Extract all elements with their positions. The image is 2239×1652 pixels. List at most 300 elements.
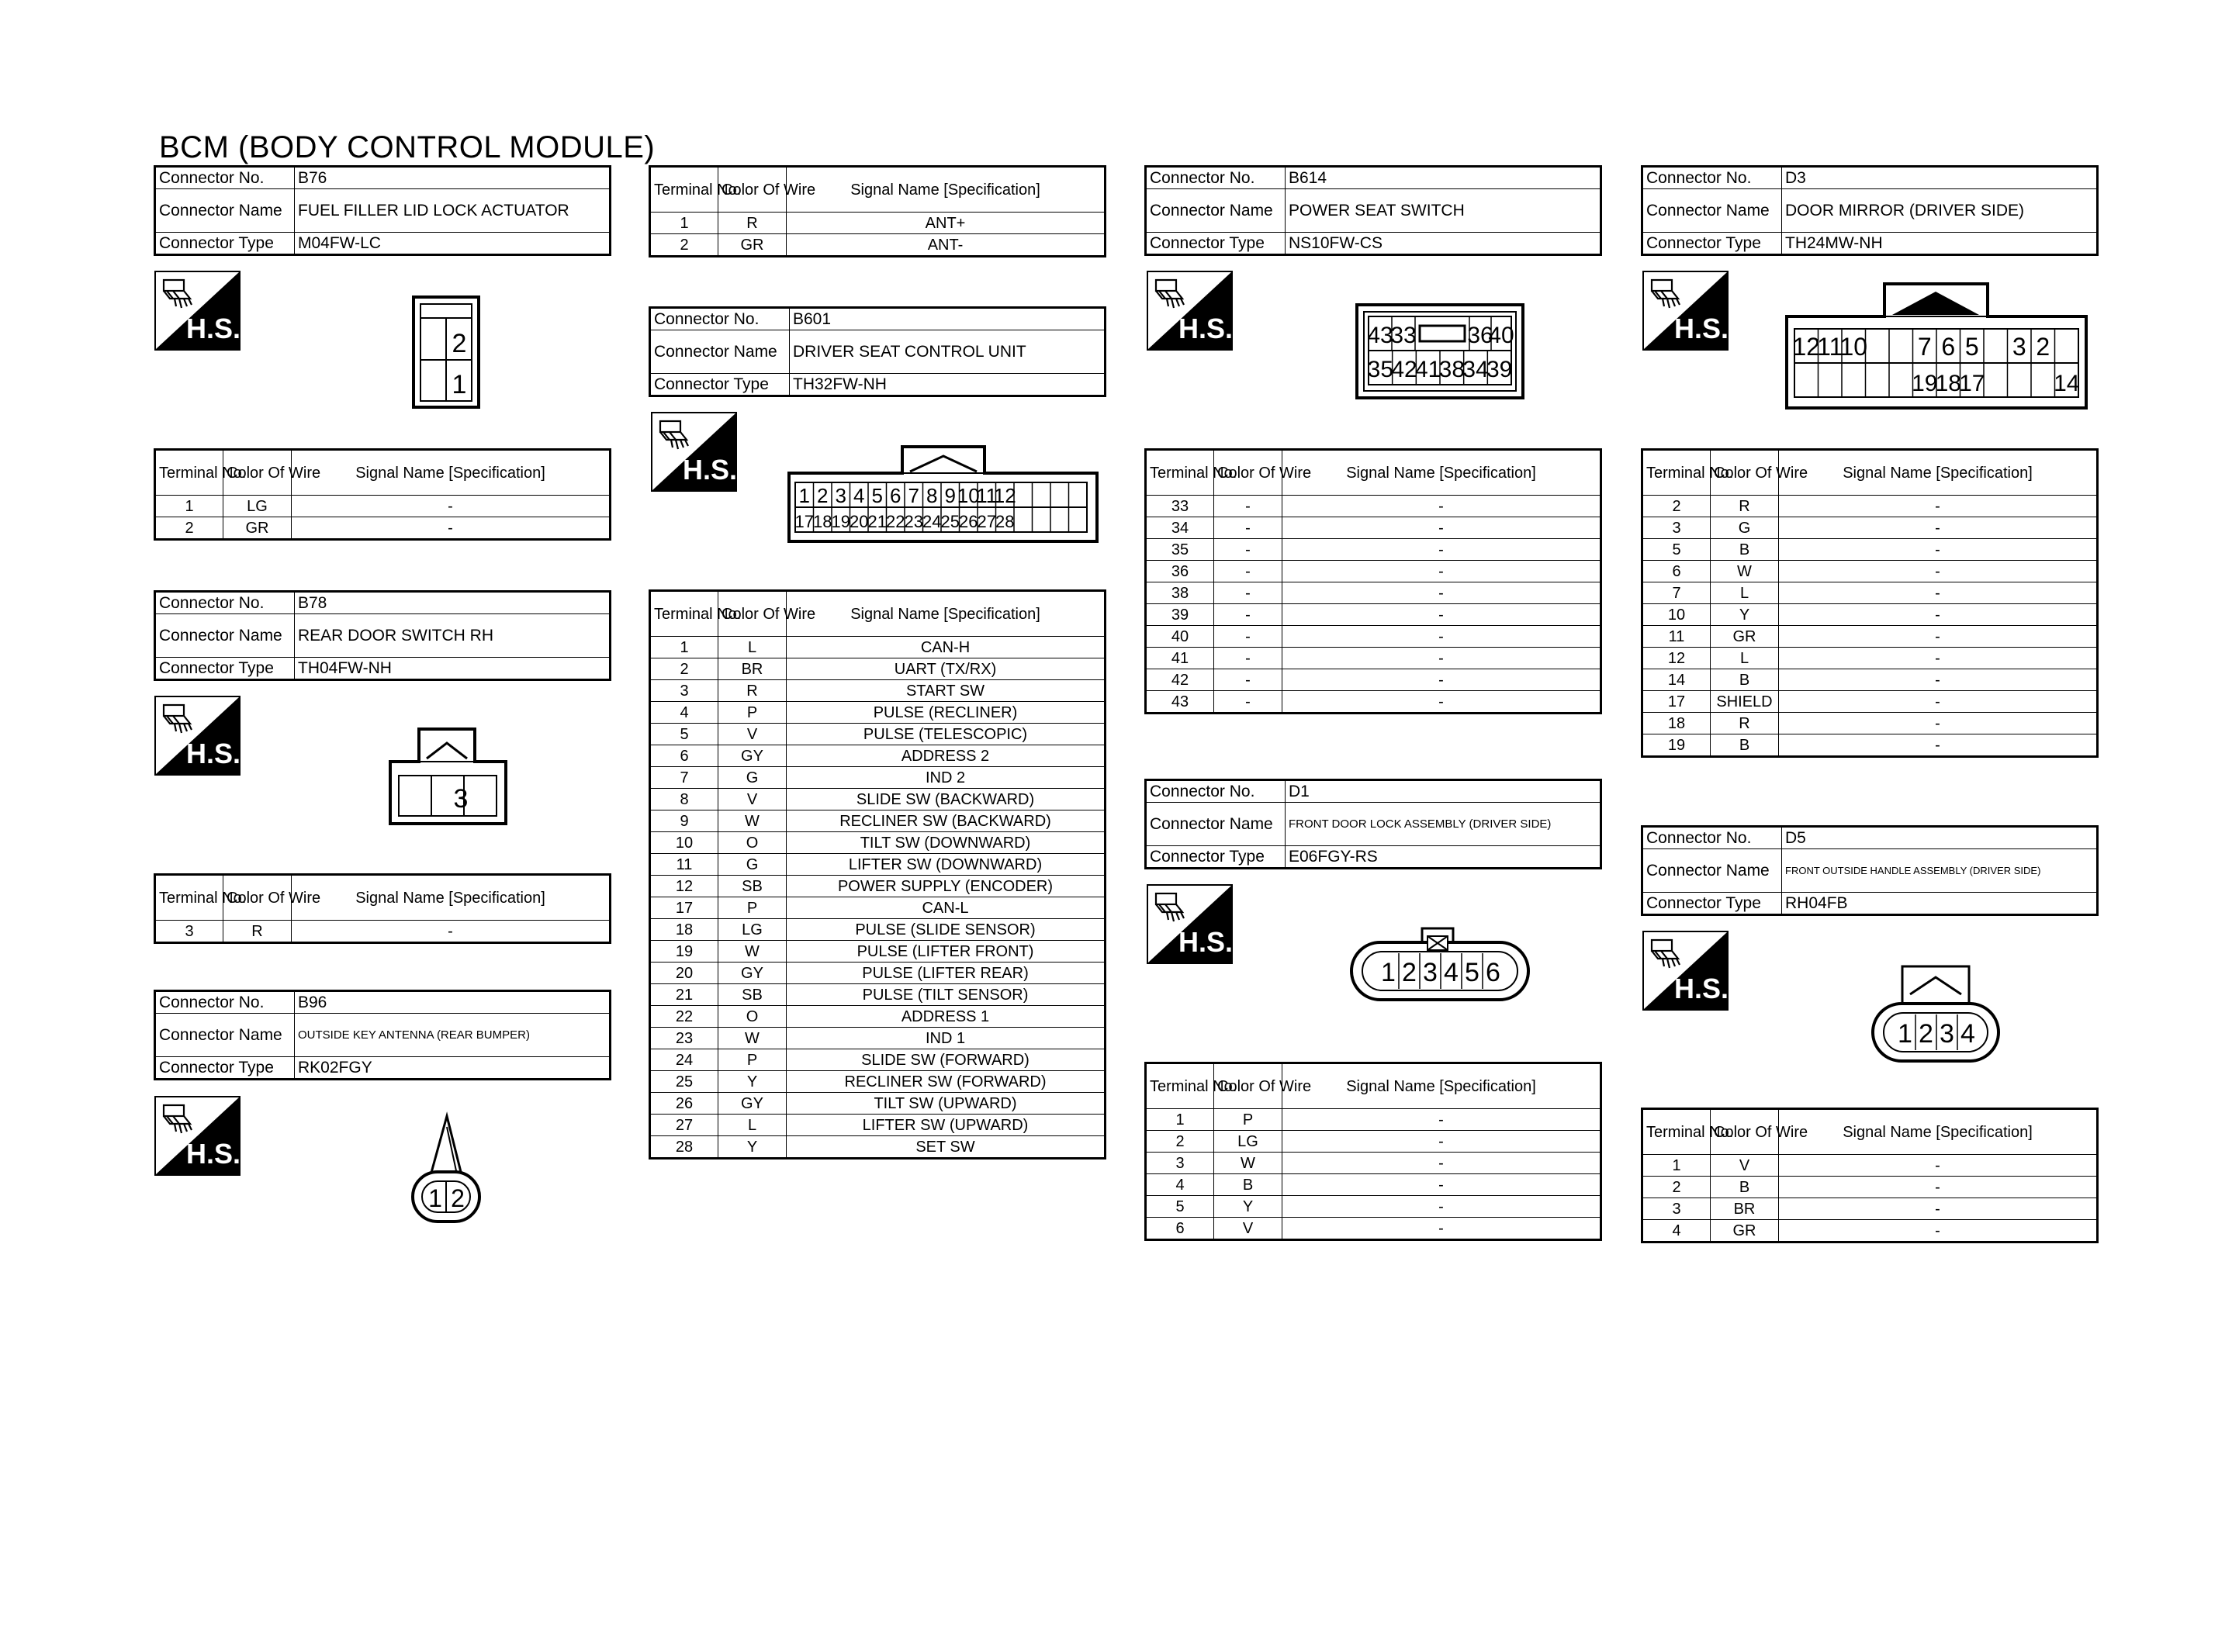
table-row — [650, 984, 1106, 1006]
hs-label: H.S. — [185, 1138, 241, 1170]
wire-color-cell: SB — [718, 876, 787, 897]
signal-name-cell: ANT- — [787, 234, 1106, 257]
wire-color-cell: GY — [718, 745, 787, 767]
pin-label: 6 — [1486, 958, 1500, 987]
table-row — [1642, 561, 2098, 582]
wire-color-cell: G — [718, 854, 787, 876]
wire-color-cell: W — [718, 1028, 787, 1049]
pin-label: 35 — [1367, 357, 1394, 382]
signal-name-cell: - — [1282, 626, 1601, 648]
signal-name-cell: PULSE (RECLINER) — [787, 702, 1106, 724]
terminal-no-header: Terminal No. — [1146, 450, 1214, 496]
connector-no-value: B96 — [295, 991, 611, 1014]
pin-label: 4 — [1960, 1019, 1975, 1049]
pin-label: 18 — [1935, 371, 1961, 396]
connector-type-label: Connector Type — [155, 1057, 295, 1080]
pin-label: 8 — [926, 484, 938, 507]
signal-name-cell: - — [1779, 691, 2098, 713]
terminal-no-cell: 17 — [650, 897, 718, 919]
connector-name-label: Connector Name — [155, 1014, 295, 1057]
pin-label: 2 — [451, 1184, 465, 1212]
connector-name-value: FUEL FILLER LID LOCK ACTUATOR — [295, 189, 611, 233]
terminal-table-B601 — [649, 589, 1106, 1160]
pin-label: 12 — [993, 484, 1016, 507]
terminal-table-D5 — [1641, 1108, 2099, 1243]
signal-name-cell: - — [1779, 604, 2098, 626]
table-row — [650, 702, 1106, 724]
signal-name-cell: SLIDE SW (FORWARD) — [787, 1049, 1106, 1071]
signal-name-header: Signal Name [Specification] — [292, 450, 611, 496]
wire-color-cell: R — [1711, 496, 1779, 517]
signal-name-cell: LIFTER SW (DOWNWARD) — [787, 854, 1106, 876]
pin-label: 26 — [959, 512, 978, 531]
connector-name-label: Connector Name — [1146, 189, 1286, 233]
color-of-wire-header: Color Of Wire — [1711, 1109, 1779, 1155]
table-row — [650, 897, 1106, 919]
connector-type-value: NS10FW-CS — [1286, 233, 1601, 255]
connector-type-label: Connector Type — [155, 658, 295, 680]
pin-label: 43 — [1367, 323, 1393, 348]
connector-name-value: FRONT DOOR LOCK ASSEMBLY (DRIVER SIDE) — [1286, 803, 1601, 846]
connector-name-value: FRONT OUTSIDE HANDLE ASSEMBLY (DRIVER SIDE) — [1782, 849, 2098, 893]
pin-label: 17 — [794, 512, 814, 531]
pin-label: 2 — [1919, 1019, 1933, 1049]
table-row — [650, 963, 1106, 984]
terminal-no-cell: 35 — [1146, 539, 1214, 561]
hs-icon — [154, 271, 241, 351]
table-row — [1642, 604, 2098, 626]
terminal-no-cell: 4 — [1146, 1174, 1214, 1196]
connector-face-B76 — [411, 295, 483, 415]
pin-label: 5 — [1465, 958, 1479, 987]
pin-label: 7 — [908, 484, 919, 507]
table-row — [650, 789, 1106, 810]
pin-label: 2 — [817, 484, 829, 507]
table-row — [650, 1006, 1106, 1028]
signal-name-header: Signal Name [Specification] — [1282, 450, 1601, 496]
wire-color-cell: - — [1214, 626, 1282, 648]
pin-label: 36 — [1467, 323, 1493, 348]
terminal-no-cell: 1 — [650, 213, 718, 234]
connector-name-label: Connector Name — [1642, 849, 1782, 893]
pin-label: 4 — [1444, 958, 1459, 987]
terminal-no-cell: 17 — [1642, 691, 1711, 713]
hs-label: H.S. — [1178, 313, 1234, 344]
connector-type-value: TH04FW-NH — [295, 658, 611, 680]
wire-color-cell: O — [718, 1006, 787, 1028]
signal-name-cell: - — [1779, 496, 2098, 517]
table-row — [650, 680, 1106, 702]
table-row — [1146, 517, 1601, 539]
signal-name-cell: - — [1282, 561, 1601, 582]
color-of-wire-header: Color Of Wire — [1214, 450, 1282, 496]
terminal-no-cell: 41 — [1146, 648, 1214, 669]
terminal-no-cell: 20 — [650, 963, 718, 984]
pin-label: 40 — [1488, 323, 1514, 348]
pin-label: 4 — [853, 484, 865, 507]
pin-label: 3 — [1940, 1019, 1954, 1049]
connector-no-value: D3 — [1782, 167, 2098, 189]
terminal-no-cell: 2 — [1642, 1177, 1711, 1198]
hs-label: H.S. — [185, 738, 241, 769]
signal-name-cell: - — [1282, 604, 1601, 626]
connector-type-label: Connector Type — [1146, 233, 1286, 255]
connector-name-label: Connector Name — [1146, 803, 1286, 846]
terminal-table-B78 — [154, 873, 611, 944]
connector-type-value: RK02FGY — [295, 1057, 611, 1080]
table-row — [650, 1049, 1106, 1071]
pin-label: 3 — [835, 484, 846, 507]
wire-color-cell: W — [1214, 1153, 1282, 1174]
table-row — [650, 1028, 1106, 1049]
connector-type-label: Connector Type — [1642, 893, 1782, 915]
pin-label: 1 — [798, 484, 810, 507]
table-row — [1642, 691, 2098, 713]
connector-type-value: TH32FW-NH — [790, 374, 1106, 396]
pin-label: 5 — [871, 484, 883, 507]
signal-name-cell: ADDRESS 1 — [787, 1006, 1106, 1028]
terminal-no-cell: 19 — [650, 941, 718, 963]
signal-name-header: Signal Name [Specification] — [292, 875, 611, 921]
connector-no-label: Connector No. — [1642, 827, 1782, 849]
signal-name-cell: PULSE (TELESCOPIC) — [787, 724, 1106, 745]
terminal-no-cell: 39 — [1146, 604, 1214, 626]
terminal-no-cell: 33 — [1146, 496, 1214, 517]
table-row — [650, 213, 1106, 234]
connector-type-label: Connector Type — [650, 374, 790, 396]
connector-no-label: Connector No. — [155, 167, 295, 189]
hs-label: H.S. — [1178, 926, 1234, 958]
terminal-no-cell: 43 — [1146, 691, 1214, 714]
terminal-no-cell: 28 — [650, 1136, 718, 1159]
connector-face-D3 — [1784, 281, 2089, 415]
wire-color-cell: B — [1711, 539, 1779, 561]
signal-name-cell: CAN-L — [787, 897, 1106, 919]
signal-name-cell: SLIDE SW (BACKWARD) — [787, 789, 1106, 810]
table-row — [650, 767, 1106, 789]
connector-name-value: REAR DOOR SWITCH RH — [295, 614, 611, 658]
terminal-no-cell: 18 — [1642, 713, 1711, 734]
wire-color-cell: W — [1711, 561, 1779, 582]
terminal-no-cell: 3 — [1642, 1198, 1711, 1220]
table-row — [650, 1071, 1106, 1093]
signal-name-cell: POWER SUPPLY (ENCODER) — [787, 876, 1106, 897]
connector-type-value: E06FGY-RS — [1286, 846, 1601, 869]
signal-name-cell: - — [1282, 1196, 1601, 1218]
connector-type-label: Connector Type — [1642, 233, 1782, 255]
signal-name-cell: - — [1779, 1155, 2098, 1177]
signal-name-cell: - — [1282, 1109, 1601, 1131]
wire-color-cell: GY — [718, 1093, 787, 1115]
wire-color-cell: G — [718, 767, 787, 789]
pin-label: 19 — [1912, 371, 1938, 396]
wire-color-cell: GR — [1711, 1220, 1779, 1242]
terminal-no-cell: 40 — [1146, 626, 1214, 648]
signal-name-cell: - — [1779, 626, 2098, 648]
terminal-no-cell: 10 — [1642, 604, 1711, 626]
terminal-no-cell: 2 — [1642, 496, 1711, 517]
table-row — [1642, 669, 2098, 691]
table-row — [1146, 1131, 1601, 1153]
hs-icon — [1147, 271, 1233, 351]
table-row — [1642, 496, 2098, 517]
connector-info-B601 — [649, 306, 1106, 397]
connector-name-label: Connector Name — [155, 614, 295, 658]
wire-color-cell: - — [1214, 496, 1282, 517]
hs-icon — [154, 1096, 241, 1176]
pin-label: 11 — [976, 484, 998, 507]
color-of-wire-header: Color Of Wire — [223, 875, 292, 921]
wire-color-cell: P — [718, 897, 787, 919]
table-row — [1146, 561, 1601, 582]
connector-no-label: Connector No. — [1146, 780, 1286, 803]
wire-color-cell: BR — [1711, 1198, 1779, 1220]
pin-label: 1 — [1381, 958, 1396, 987]
pin-label: 1 — [1898, 1019, 1912, 1049]
signal-name-cell: - — [1779, 1220, 2098, 1242]
terminal-table-D3 — [1641, 448, 2099, 758]
signal-name-cell: ADDRESS 2 — [787, 745, 1106, 767]
connector-info-B78 — [154, 590, 611, 681]
signal-name-cell: - — [1779, 648, 2098, 669]
terminal-no-cell: 26 — [650, 1093, 718, 1115]
terminal-table-B614 — [1144, 448, 1602, 714]
connector-info-B96 — [154, 990, 611, 1080]
pin-label: 5 — [1964, 333, 1979, 361]
table-row — [650, 854, 1106, 876]
connector-type-label: Connector Type — [1146, 846, 1286, 869]
pin-label: 3 — [1423, 958, 1438, 987]
pin-label: 17 — [1959, 371, 1985, 396]
table-row — [1642, 517, 2098, 539]
connector-no-label: Connector No. — [1642, 167, 1782, 189]
signal-name-cell: - — [1282, 669, 1601, 691]
terminal-no-cell: 3 — [1146, 1153, 1214, 1174]
terminal-no-cell: 5 — [650, 724, 718, 745]
pin-label: 33 — [1390, 323, 1417, 348]
table-row — [650, 810, 1106, 832]
connector-face-B614 — [1355, 302, 1525, 404]
signal-name-cell: RECLINER SW (FORWARD) — [787, 1071, 1106, 1093]
signal-name-cell: - — [1282, 691, 1601, 714]
terminal-no-cell: 36 — [1146, 561, 1214, 582]
terminal-no-header: Terminal No. — [155, 875, 223, 921]
pin-label: 10 — [1839, 333, 1868, 361]
table-row — [1146, 1196, 1601, 1218]
pin-label: 9 — [944, 484, 956, 507]
pin-label: 24 — [922, 512, 942, 531]
pin-label: 18 — [813, 512, 832, 531]
terminal-no-cell: 24 — [650, 1049, 718, 1071]
signal-name-cell: - — [1282, 1218, 1601, 1240]
connector-no-value: B76 — [295, 167, 611, 189]
table-row — [1642, 1155, 2098, 1177]
wire-color-cell: P — [1214, 1109, 1282, 1131]
wire-color-cell: L — [718, 1115, 787, 1136]
table-row — [1146, 1174, 1601, 1196]
wire-color-cell: V — [718, 789, 787, 810]
terminal-table-D1 — [1144, 1062, 1602, 1241]
connector-face-B96 — [407, 1113, 487, 1230]
wire-color-cell: GR — [1711, 626, 1779, 648]
wire-color-cell: B — [1711, 669, 1779, 691]
connector-no-label: Connector No. — [155, 991, 295, 1014]
wire-color-cell: V — [1711, 1155, 1779, 1177]
table-row — [650, 941, 1106, 963]
signal-name-header: Signal Name [Specification] — [787, 167, 1106, 213]
table-row — [1146, 1218, 1601, 1240]
hs-icon — [651, 412, 737, 492]
terminal-no-header: Terminal No. — [650, 167, 718, 213]
table-row — [650, 637, 1106, 658]
terminal-no-header: Terminal No. — [1642, 450, 1711, 496]
connector-type-label: Connector Type — [155, 233, 295, 255]
signal-name-cell: RECLINER SW (BACKWARD) — [787, 810, 1106, 832]
color-of-wire-header: Color Of Wire — [1711, 450, 1779, 496]
wire-color-cell: - — [1214, 669, 1282, 691]
connector-no-value: D5 — [1782, 827, 2098, 849]
signal-name-cell: - — [1282, 1174, 1601, 1196]
pin-label: 39 — [1486, 357, 1513, 382]
wire-color-cell: W — [718, 810, 787, 832]
table-row — [1642, 1220, 2098, 1242]
terminal-no-cell: 12 — [650, 876, 718, 897]
table-row — [1642, 648, 2098, 669]
terminal-no-cell: 18 — [650, 919, 718, 941]
signal-name-cell: - — [292, 921, 611, 943]
terminal-no-cell: 1 — [155, 496, 223, 517]
connector-info-D5 — [1641, 825, 2099, 916]
connector-name-label: Connector Name — [650, 330, 790, 374]
hs-label: H.S. — [1673, 313, 1729, 344]
wire-color-cell: SHIELD — [1711, 691, 1779, 713]
connector-no-value: D1 — [1286, 780, 1601, 803]
pin-label: 2 — [452, 329, 467, 358]
terminal-no-cell: 19 — [1642, 734, 1711, 757]
signal-name-cell: - — [1779, 517, 2098, 539]
terminal-no-cell: 9 — [650, 810, 718, 832]
pin-label: 10 — [957, 484, 980, 507]
wire-color-cell: L — [1711, 582, 1779, 604]
signal-name-cell: - — [1282, 648, 1601, 669]
table-row — [155, 517, 611, 540]
pin-label: 22 — [886, 512, 905, 531]
connector-name-value: OUTSIDE KEY ANTENNA (REAR BUMPER) — [295, 1014, 611, 1057]
table-row — [1146, 1153, 1601, 1174]
hs-icon — [1147, 884, 1233, 964]
page-title: BCM (BODY CONTROL MODULE) — [159, 130, 656, 164]
signal-name-cell: PULSE (LIFTER REAR) — [787, 963, 1106, 984]
pin-label: 3 — [453, 784, 469, 814]
table-row — [1146, 626, 1601, 648]
terminal-no-cell: 4 — [1642, 1220, 1711, 1242]
terminal-no-cell: 42 — [1146, 669, 1214, 691]
connector-type-value: RH04FB — [1782, 893, 2098, 915]
signal-name-cell: PULSE (LIFTER FRONT) — [787, 941, 1106, 963]
signal-name-header: Signal Name [Specification] — [1779, 450, 2098, 496]
connector-name-label: Connector Name — [1642, 189, 1782, 233]
terminal-no-cell: 21 — [650, 984, 718, 1006]
signal-name-cell: - — [1779, 1198, 2098, 1220]
signal-name-cell: - — [1282, 517, 1601, 539]
table-row — [1146, 539, 1601, 561]
pin-label: 1 — [428, 1184, 442, 1212]
signal-name-header: Signal Name [Specification] — [787, 591, 1106, 637]
terminal-no-cell: 38 — [1146, 582, 1214, 604]
pin-label: 3 — [2012, 333, 2026, 361]
table-row — [650, 724, 1106, 745]
pin-label: 41 — [1414, 357, 1441, 382]
table-row — [650, 658, 1106, 680]
table-row — [650, 919, 1106, 941]
signal-name-cell: - — [1282, 582, 1601, 604]
wire-color-cell: LG — [223, 496, 292, 517]
terminal-no-cell: 34 — [1146, 517, 1214, 539]
pin-label: 2 — [2036, 333, 2050, 361]
table-row — [1642, 539, 2098, 561]
table-row — [650, 234, 1106, 257]
wire-color-cell: - — [1214, 691, 1282, 714]
signal-name-cell: PULSE (SLIDE SENSOR) — [787, 919, 1106, 941]
terminal-no-cell: 1 — [650, 637, 718, 658]
wire-color-cell: W — [718, 941, 787, 963]
connector-name-label: Connector Name — [155, 189, 295, 233]
terminal-no-cell: 5 — [1146, 1196, 1214, 1218]
terminal-no-cell: 14 — [1642, 669, 1711, 691]
table-row — [1146, 669, 1601, 691]
table-row — [1146, 648, 1601, 669]
wire-color-cell: GR — [718, 234, 787, 257]
signal-name-cell: - — [1282, 1153, 1601, 1174]
pin-label: 11 — [1817, 333, 1843, 361]
signal-name-cell: - — [292, 496, 611, 517]
terminal-no-cell: 12 — [1642, 648, 1711, 669]
terminal-table-B96 — [649, 165, 1106, 257]
table-row — [1642, 1177, 2098, 1198]
wire-color-cell: GR — [223, 517, 292, 540]
table-row — [1642, 582, 2098, 604]
connector-face-B78 — [388, 728, 508, 829]
wire-color-cell: Y — [718, 1136, 787, 1159]
pin-label: 42 — [1391, 357, 1417, 382]
wire-color-cell: GY — [718, 963, 787, 984]
connector-info-B614 — [1144, 165, 1602, 256]
terminal-no-cell: 27 — [650, 1115, 718, 1136]
hs-label: H.S. — [185, 313, 241, 344]
signal-name-cell: IND 2 — [787, 767, 1106, 789]
connector-name-value: POWER SEAT SWITCH — [1286, 189, 1601, 233]
wire-color-cell: Y — [718, 1071, 787, 1093]
terminal-no-cell: 2 — [1146, 1131, 1214, 1153]
signal-name-cell: LIFTER SW (UPWARD) — [787, 1115, 1106, 1136]
table-row — [1146, 496, 1601, 517]
wire-color-cell: - — [1214, 648, 1282, 669]
terminal-no-cell: 8 — [650, 789, 718, 810]
wire-color-cell: - — [1214, 539, 1282, 561]
terminal-no-cell: 3 — [1642, 517, 1711, 539]
pin-label: 1 — [452, 370, 467, 399]
signal-name-cell: PULSE (TILT SENSOR) — [787, 984, 1106, 1006]
terminal-no-cell: 11 — [1642, 626, 1711, 648]
terminal-no-header: Terminal No. — [650, 591, 718, 637]
signal-name-cell: - — [1779, 561, 2098, 582]
table-row — [1146, 691, 1601, 714]
pin-label: 27 — [977, 512, 996, 531]
terminal-no-cell: 23 — [650, 1028, 718, 1049]
wire-color-cell: P — [718, 1049, 787, 1071]
signal-name-cell: - — [292, 517, 611, 540]
wire-color-cell: B — [1711, 734, 1779, 757]
